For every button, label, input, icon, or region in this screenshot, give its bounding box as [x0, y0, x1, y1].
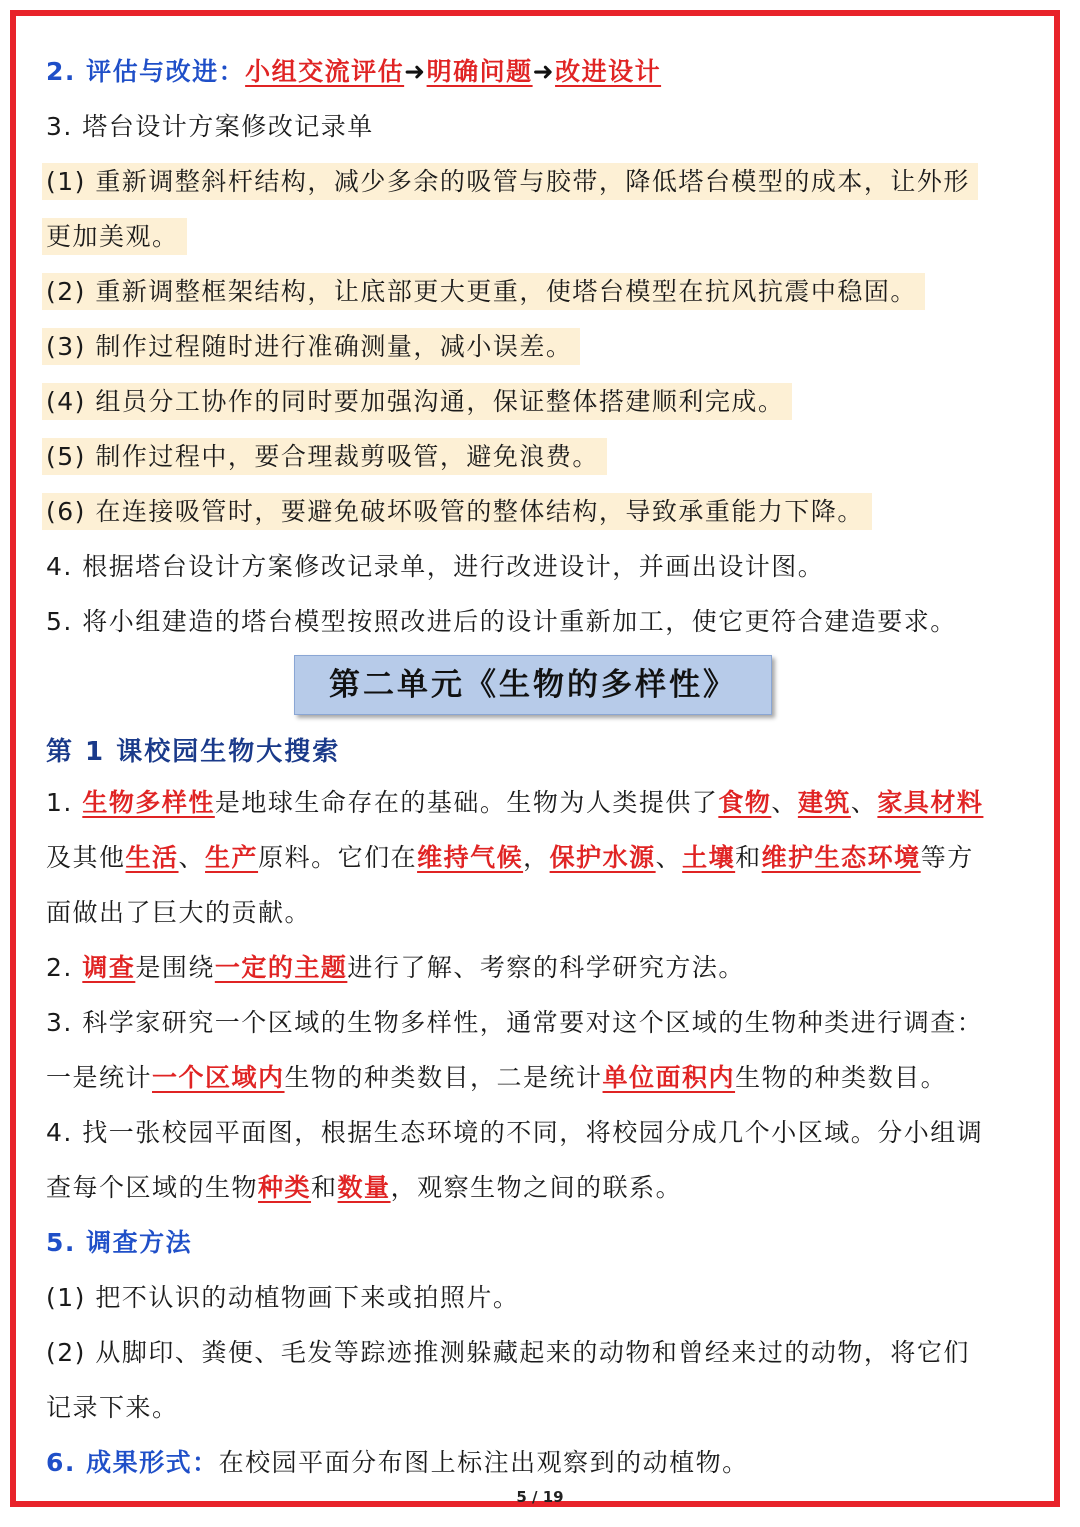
- key-term: 调查: [82, 953, 136, 982]
- key-term: 土壤: [682, 843, 736, 872]
- key-term: 小组交流评估: [245, 57, 405, 86]
- method-item-continued: 记录下来。: [46, 1393, 179, 1422]
- page-number: 5 / 19: [516, 1488, 564, 1506]
- arrow-icon: ➜: [532, 57, 556, 86]
- paragraph-1: 1. 生物多样性是地球生命存在的基础。生物为人类提供了食物、建筑、家具材料: [46, 788, 984, 817]
- key-term: 维护生态环境: [761, 843, 921, 872]
- list-item: (1) 重新调整斜杆结构，减少多余的吸管与胶带，降低塔台模型的成本，让外形: [46, 154, 1046, 209]
- key-term: 生物多样性: [82, 788, 215, 817]
- section-title: 6. 成果形式：: [46, 1448, 219, 1477]
- list-item: (2) 重新调整框架结构，让底部更大更重，使塔台模型在抗风抗震中稳固。: [46, 264, 1046, 319]
- section-title: 评估与改进：: [86, 57, 246, 86]
- paragraph-1-continued: 及其他生活、生产原料。它们在维持气候，保护水源、土壤和维护生态环境等方: [46, 843, 974, 872]
- key-term: 一定的主题: [214, 953, 348, 982]
- paragraph-3: 3. 科学家研究一个区域的生物多样性，通常要对这个区域的生物种类进行调查：: [46, 1008, 984, 1037]
- paragraph-1-end: 面做出了巨大的贡献。: [46, 898, 312, 927]
- key-term: 建筑: [797, 788, 851, 817]
- key-term: 生活: [125, 843, 179, 872]
- key-term: 一个区域内: [152, 1063, 285, 1092]
- list-item: (3) 制作过程随时进行准确测量，减小误差。: [46, 319, 1046, 374]
- unit-banner: [46, 649, 1046, 729]
- key-term: 种类: [258, 1173, 312, 1202]
- method-item: (2) 从脚印、粪便、毛发等踪迹推测躲藏起来的动物和曾经来过的动物，将它们: [46, 1338, 970, 1367]
- unit-title: 第二单元《生物的多样性》: [294, 655, 772, 715]
- key-term: 明确问题: [426, 57, 533, 86]
- paragraph-3-continued: 一是统计一个区域内生物的种类数目，二是统计单位面积内生物的种类数目。: [46, 1063, 948, 1092]
- section-6: 6. 成果形式：在校园平面分布图上标注出观察到的动植物。: [46, 1448, 749, 1477]
- section-5-text: 5. 将小组建造的塔台模型按照改进后的设计重新加工，使它更符合建造要求。: [46, 607, 957, 636]
- paragraph-4-continued: 查每个区域的生物种类和数量，观察生物之间的联系。: [46, 1173, 683, 1202]
- key-term: 数量: [337, 1173, 391, 1202]
- list-item: (6) 在连接吸管时，要避免破坏吸管的整体结构，导致承重能力下降。: [46, 484, 1046, 539]
- paragraph-4: 4. 找一张校园平面图，根据生态环境的不同，将校园分成几个小区域。分小组调: [46, 1118, 984, 1147]
- lesson-title: 第 1 课校园生物大搜索: [46, 737, 341, 767]
- list-item: (5) 制作过程中，要合理裁剪吸管，避免浪费。: [46, 429, 1046, 484]
- list-item: (4) 组员分工协作的同时要加强沟通，保证整体搭建顺利完成。: [46, 374, 1046, 429]
- arrow-icon: ➜: [404, 57, 427, 86]
- key-term: 保护水源: [549, 843, 656, 872]
- key-term: 改进设计: [555, 57, 662, 86]
- section-2-heading: 2. 评估与改进：小组交流评估➜明确问题➜改进设计: [46, 57, 662, 86]
- paragraph-2: 2. 调查是围绕一定的主题进行了解、考察的科学研究方法。: [46, 953, 745, 982]
- section-3-heading: 3. 塔台设计方案修改记录单: [46, 112, 374, 141]
- list-item-continued: 更加美观。: [46, 209, 1046, 264]
- key-term: 单位面积内: [602, 1063, 736, 1092]
- method-item: (1) 把不认识的动植物画下来或拍照片。: [46, 1283, 520, 1312]
- section-4-text: 4. 根据塔台设计方案修改记录单，进行改进设计，并画出设计图。: [46, 552, 825, 581]
- section-5-heading: 5. 调查方法: [46, 1228, 193, 1257]
- key-term: 维持气候: [417, 843, 524, 872]
- key-term: 食物: [718, 788, 772, 817]
- document-body: [46, 44, 1046, 1490]
- key-term: 家具材料: [877, 788, 984, 817]
- key-term: 生产: [205, 843, 259, 872]
